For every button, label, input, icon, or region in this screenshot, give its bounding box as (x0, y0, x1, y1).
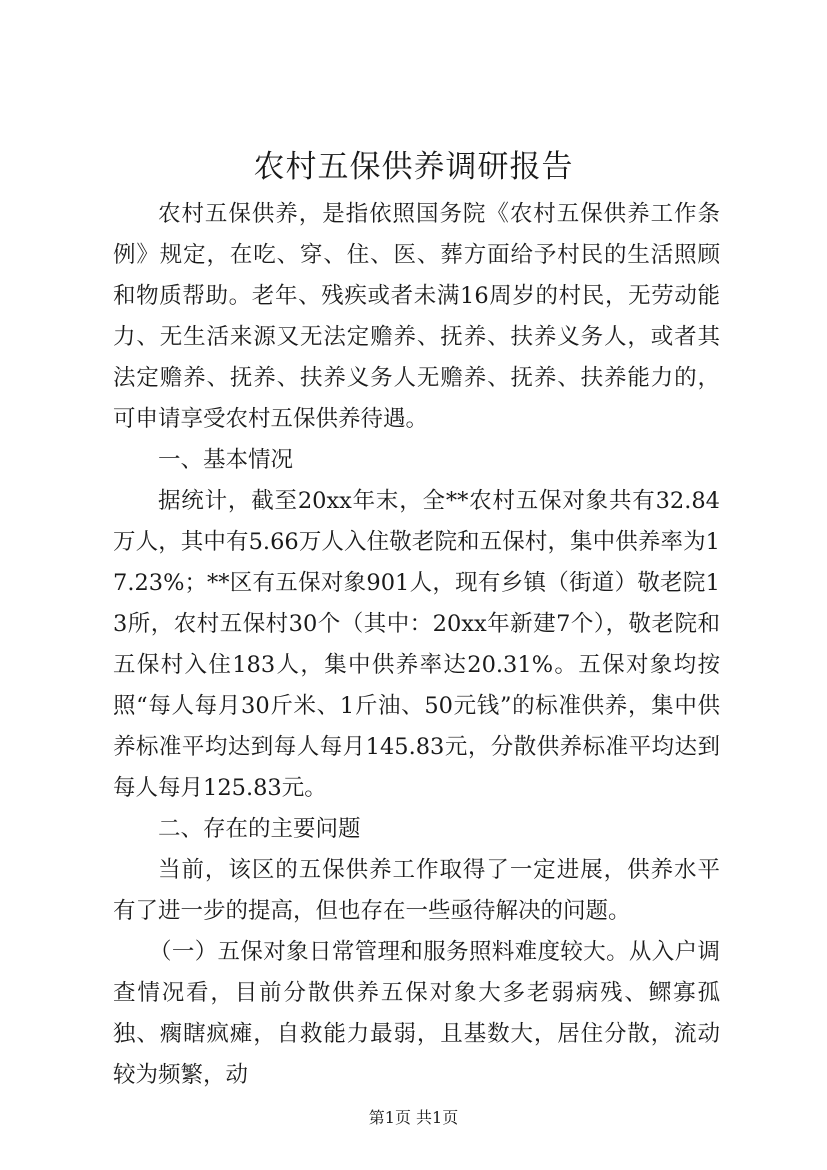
section-heading-basic-situation: 一、基本情况 (158, 447, 294, 473)
problem-one-paragraph: （一）五保对象日常管理和服务照料难度较大。从入户调查情况看，目前分散供养五保对象大多老弱病残、鳏寡孤独、瘸瞎疯瘫，自救能力最弱，且基数大，居住分散，流动较为频繁，动 (113, 939, 720, 1088)
statistics-paragraph: 据统计，截至20xx年末，全**农村五保对象共有32.84万人，其中有5.66万人入住敬老院和五保村，集中供养率为17.23%；**区有五保对象901人，现有乡镇（街道）敬老院13所，农村五保村30个（其中：20xx年新建7个），敬老院和五保村入住183人，集中供养率达20.31%。五保对象均按照“每人每月30斤米、1斤油、50元钱”的标准供养，集中供养标准平均达到每人每月145.83元，分散供养标准平均达到每人每月125.83元。 (113, 488, 720, 801)
page-number-footer: 第1页 共1页 (368, 1108, 459, 1127)
problems-intro-paragraph: 当前，该区的五保供养工作取得了一定进展，供养水平有了进一步的提高，但也存在一些亟待解决的问题。 (113, 857, 720, 924)
document-title: 农村五保供养调研报告 (253, 149, 574, 185)
intro-paragraph: 农村五保供养，是指依照国务院《农村五保供养工作条例》规定，在吃、穿、住、医、葬方面给予村民的生活照顾和物质帮助。老年、残疾或者未满16周岁的村民，无劳动能力、无生活来源又无法定赡养、抚养、扶养义务人，或者其法定赡养、抚养、扶养义务人无赡养、抚养、扶养能力的，可申请享受农村五保供养待遇。 (113, 201, 720, 432)
section-heading-main-problems: 二、存在的主要问题 (158, 816, 361, 842)
document-body (113, 194, 720, 1096)
